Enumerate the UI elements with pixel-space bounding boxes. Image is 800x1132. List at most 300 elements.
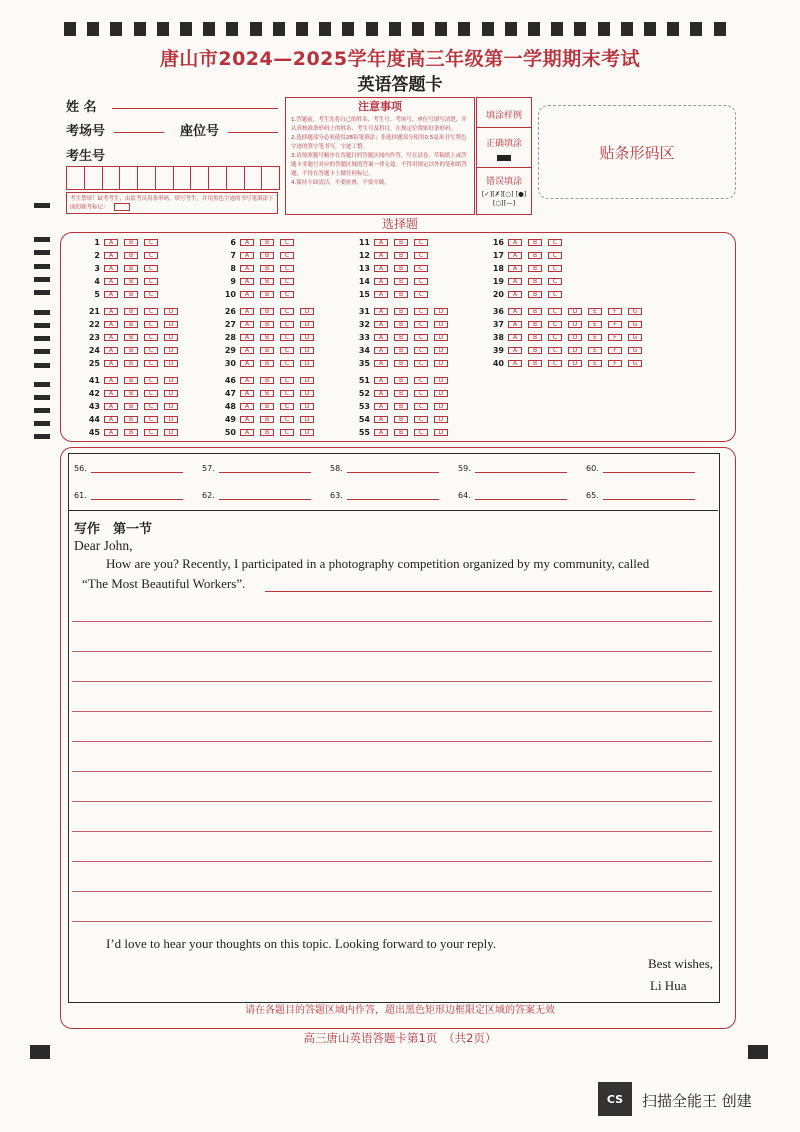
question-number: 51 — [358, 375, 370, 385]
option-bubble-d[interactable]: D — [434, 347, 448, 354]
option-bubble-b[interactable]: B — [394, 334, 408, 341]
option-bubble-c[interactable]: C — [414, 347, 428, 354]
option-bubble-b[interactable]: B — [260, 291, 274, 298]
option-bubble-b[interactable]: B — [260, 429, 274, 436]
option-bubble-c[interactable]: C — [414, 429, 428, 436]
correct-fill-label: 正确填涂 — [485, 139, 522, 149]
option-bubble-b[interactable]: B — [260, 239, 274, 246]
option-bubble-e[interactable]: E — [588, 347, 602, 354]
option-bubble-b[interactable]: B — [124, 377, 138, 384]
option-bubble-d[interactable]: D — [300, 360, 314, 367]
option-bubble-c[interactable]: C — [414, 416, 428, 423]
option-bubble-a[interactable]: A — [240, 403, 254, 410]
option-bubble-b[interactable]: B — [394, 252, 408, 259]
timing-mark — [690, 22, 702, 36]
writing-line[interactable] — [72, 861, 712, 862]
question-number: 17 — [492, 250, 504, 260]
option-bubble-c[interactable]: C — [280, 291, 294, 298]
option-bubble-e[interactable]: E — [588, 360, 602, 367]
option-bubble-b[interactable]: B — [124, 278, 138, 285]
correct-fill-sample — [497, 155, 511, 161]
option-bubble-c[interactable]: C — [144, 347, 158, 354]
question-number: 33 — [358, 332, 370, 342]
option-bubble-a[interactable]: A — [104, 265, 118, 272]
option-bubble-d[interactable]: D — [568, 321, 582, 328]
option-bubble-a[interactable]: A — [104, 291, 118, 298]
option-bubble-b[interactable]: B — [260, 403, 274, 410]
option-bubble-b[interactable]: B — [528, 360, 542, 367]
option-bubble-a[interactable]: A — [104, 377, 118, 384]
option-bubble-g[interactable]: G — [628, 308, 642, 315]
option-bubble-a[interactable]: A — [240, 291, 254, 298]
option-bubble-f[interactable]: F — [608, 308, 622, 315]
option-bubble-a[interactable]: A — [240, 390, 254, 397]
option-bubble-b[interactable]: B — [394, 347, 408, 354]
option-bubble-c[interactable]: C — [144, 252, 158, 259]
option-bubble-c[interactable]: C — [548, 321, 562, 328]
question-number: 50 — [224, 427, 236, 437]
option-bubble-a[interactable]: A — [374, 265, 388, 272]
option-bubble-a[interactable]: A — [240, 239, 254, 246]
option-bubble-a[interactable]: A — [104, 308, 118, 315]
option-bubble-a[interactable]: A — [508, 291, 522, 298]
option-bubble-a[interactable]: A — [104, 321, 118, 328]
option-bubble-c[interactable]: C — [414, 403, 428, 410]
option-bubble-g[interactable]: G — [628, 347, 642, 354]
option-bubble-b[interactable]: B — [260, 252, 274, 259]
blank-line[interactable] — [475, 471, 567, 473]
option-bubble-d[interactable]: D — [300, 334, 314, 341]
option-bubble-c[interactable]: C — [280, 278, 294, 285]
option-bubble-a[interactable]: A — [240, 416, 254, 423]
question-row — [218, 345, 320, 355]
option-bubble-a[interactable]: A — [104, 416, 118, 423]
option-bubble-a[interactable]: A — [374, 347, 388, 354]
option-bubble-b[interactable]: B — [124, 308, 138, 315]
option-bubble-b[interactable]: B — [124, 265, 138, 272]
option-bubble-f[interactable]: F — [608, 347, 622, 354]
scanner-watermark: 扫描全能王 创建 — [642, 1092, 752, 1110]
option-bubble-c[interactable]: C — [414, 321, 428, 328]
option-bubble-c[interactable]: C — [280, 347, 294, 354]
option-bubble-c[interactable]: C — [414, 377, 428, 384]
question-row — [486, 332, 648, 342]
option-bubble-a[interactable]: A — [104, 334, 118, 341]
room-label: 考场号 — [66, 124, 106, 139]
option-bubble-d[interactable]: D — [164, 334, 178, 341]
question-row — [218, 375, 320, 385]
option-bubble-a[interactable]: A — [508, 265, 522, 272]
option-bubble-a[interactable]: A — [240, 252, 254, 259]
question-number: 28 — [224, 332, 236, 342]
option-bubble-d[interactable]: D — [434, 360, 448, 367]
writing-line[interactable] — [72, 831, 712, 832]
option-bubble-c[interactable]: C — [548, 334, 562, 341]
question-number: 9 — [230, 276, 236, 286]
question-number: 3 — [94, 263, 100, 273]
writing-line[interactable] — [72, 891, 712, 892]
option-bubble-c[interactable]: C — [414, 265, 428, 272]
option-bubble-c[interactable]: C — [144, 429, 158, 436]
option-bubble-d[interactable]: D — [300, 403, 314, 410]
option-bubble-c[interactable]: C — [280, 377, 294, 384]
blank-answer[interactable] — [586, 464, 695, 473]
option-bubble-b[interactable]: B — [394, 390, 408, 397]
blank-answer[interactable] — [458, 464, 567, 473]
option-bubble-c[interactable]: C — [280, 360, 294, 367]
blank-line[interactable] — [475, 498, 567, 500]
option-bubble-a[interactable]: A — [374, 291, 388, 298]
option-bubble-g[interactable]: G — [628, 321, 642, 328]
option-bubble-d[interactable]: D — [164, 429, 178, 436]
option-bubble-b[interactable]: B — [124, 321, 138, 328]
option-bubble-a[interactable]: A — [374, 390, 388, 397]
question-row — [218, 319, 320, 329]
blank-number: 63. — [330, 491, 343, 500]
option-bubble-c[interactable]: C — [414, 308, 428, 315]
timing-mark — [574, 22, 586, 36]
option-bubble-a[interactable]: A — [104, 278, 118, 285]
option-bubble-d[interactable]: D — [164, 416, 178, 423]
blank-answer[interactable] — [586, 491, 695, 500]
option-bubble-d[interactable]: D — [568, 360, 582, 367]
question-row — [82, 401, 184, 411]
question-row — [218, 358, 320, 368]
question-number: 20 — [492, 289, 504, 299]
option-bubble-b[interactable]: B — [528, 291, 542, 298]
option-bubble-c[interactable]: C — [280, 252, 294, 259]
option-bubble-c[interactable]: C — [144, 377, 158, 384]
option-bubble-a[interactable]: A — [508, 321, 522, 328]
question-number: 23 — [88, 332, 100, 342]
question-row — [486, 358, 648, 368]
option-bubble-d[interactable]: D — [300, 347, 314, 354]
question-number: 36 — [492, 306, 504, 316]
option-bubble-b[interactable]: B — [394, 291, 408, 298]
option-bubble-a[interactable]: A — [240, 377, 254, 384]
option-bubble-b[interactable]: B — [394, 308, 408, 315]
room-field[interactable] — [114, 132, 164, 133]
blank-line[interactable] — [347, 498, 439, 500]
option-bubble-a[interactable]: A — [240, 360, 254, 367]
option-bubble-c[interactable]: C — [548, 347, 562, 354]
timing-mark — [342, 22, 354, 36]
option-bubble-b[interactable]: B — [124, 334, 138, 341]
option-bubble-b[interactable]: B — [394, 360, 408, 367]
option-bubble-b[interactable]: B — [260, 321, 274, 328]
option-bubble-b[interactable]: B — [260, 347, 274, 354]
option-bubble-c[interactable]: C — [414, 291, 428, 298]
option-bubble-b[interactable]: B — [260, 360, 274, 367]
question-row — [352, 345, 454, 355]
option-bubble-c[interactable]: C — [144, 239, 158, 246]
option-bubble-d[interactable]: D — [434, 403, 448, 410]
blank-answer[interactable] — [330, 491, 439, 500]
option-bubble-c[interactable]: C — [144, 265, 158, 272]
option-bubble-d[interactable]: D — [434, 308, 448, 315]
option-bubble-a[interactable]: A — [104, 403, 118, 410]
question-row — [82, 319, 184, 329]
option-bubble-a[interactable]: A — [508, 239, 522, 246]
timing-mark — [366, 22, 378, 36]
option-bubble-c[interactable]: C — [280, 416, 294, 423]
option-bubble-b[interactable]: B — [260, 278, 274, 285]
writing-line[interactable] — [72, 801, 712, 802]
option-bubble-b[interactable]: B — [394, 403, 408, 410]
option-bubble-b[interactable]: B — [528, 265, 542, 272]
option-bubble-c[interactable]: C — [144, 390, 158, 397]
question-number: 26 — [224, 306, 236, 316]
blank-answer[interactable] — [202, 491, 311, 500]
writing-line[interactable] — [72, 741, 712, 742]
name-field[interactable] — [112, 108, 278, 109]
writing-line[interactable] — [72, 921, 712, 922]
option-bubble-a[interactable]: A — [374, 321, 388, 328]
blank-answer[interactable] — [74, 491, 183, 500]
timing-mark — [34, 349, 50, 354]
option-bubble-d[interactable]: D — [568, 334, 582, 341]
option-bubble-b[interactable]: B — [260, 377, 274, 384]
option-bubble-d[interactable]: D — [434, 334, 448, 341]
option-bubble-a[interactable]: A — [104, 252, 118, 259]
option-bubble-b[interactable]: B — [394, 429, 408, 436]
option-bubble-b[interactable]: B — [260, 334, 274, 341]
option-bubble-c[interactable]: C — [144, 278, 158, 285]
blank-answer[interactable] — [202, 464, 311, 473]
option-bubble-c[interactable]: C — [414, 252, 428, 259]
question-row — [82, 263, 164, 273]
blank-answer[interactable] — [330, 464, 439, 473]
option-bubble-d[interactable]: D — [568, 347, 582, 354]
option-bubble-c[interactable]: C — [414, 360, 428, 367]
option-bubble-c[interactable]: C — [144, 360, 158, 367]
option-bubble-b[interactable]: B — [394, 278, 408, 285]
option-bubble-a[interactable]: A — [374, 239, 388, 246]
option-bubble-b[interactable]: B — [260, 265, 274, 272]
writing-line-first[interactable] — [265, 591, 712, 592]
seat-field[interactable] — [228, 132, 278, 133]
option-bubble-b[interactable]: B — [124, 390, 138, 397]
question-row — [352, 306, 454, 316]
option-bubble-a[interactable]: A — [374, 416, 388, 423]
option-bubble-a[interactable]: A — [374, 360, 388, 367]
option-bubble-a[interactable]: A — [240, 321, 254, 328]
blank-answer[interactable] — [74, 464, 183, 473]
question-row — [352, 358, 454, 368]
writing-line[interactable] — [72, 771, 712, 772]
option-bubble-c[interactable]: C — [548, 278, 562, 285]
option-bubble-c[interactable]: C — [414, 390, 428, 397]
option-bubble-b[interactable]: B — [124, 252, 138, 259]
option-bubble-a[interactable]: A — [240, 265, 254, 272]
option-bubble-c[interactable]: C — [280, 308, 294, 315]
option-bubble-c[interactable]: C — [280, 403, 294, 410]
option-bubble-d[interactable]: D — [300, 416, 314, 423]
option-bubble-a[interactable]: A — [240, 347, 254, 354]
option-bubble-b[interactable]: B — [394, 265, 408, 272]
option-bubble-a[interactable]: A — [104, 360, 118, 367]
option-bubble-a[interactable]: A — [508, 308, 522, 315]
blank-line[interactable] — [91, 498, 183, 500]
option-bubble-a[interactable]: A — [104, 390, 118, 397]
barcode-area — [538, 105, 736, 199]
option-bubble-b[interactable]: B — [394, 377, 408, 384]
option-bubble-d[interactable]: D — [164, 377, 178, 384]
option-bubble-a[interactable]: A — [508, 360, 522, 367]
option-bubble-d[interactable]: D — [164, 403, 178, 410]
option-bubble-c[interactable]: C — [548, 265, 562, 272]
option-bubble-b[interactable]: B — [124, 239, 138, 246]
option-bubble-c[interactable]: C — [144, 416, 158, 423]
timing-mark — [296, 22, 308, 36]
question-number: 8 — [230, 263, 236, 273]
option-bubble-a[interactable]: A — [240, 278, 254, 285]
option-bubble-b[interactable]: B — [260, 390, 274, 397]
option-bubble-c[interactable]: C — [414, 239, 428, 246]
blank-answer[interactable] — [458, 491, 567, 500]
option-bubble-d[interactable]: D — [164, 308, 178, 315]
option-bubble-a[interactable]: A — [508, 278, 522, 285]
question-row — [82, 358, 184, 368]
option-bubble-b[interactable]: B — [124, 291, 138, 298]
option-bubble-a[interactable]: A — [374, 252, 388, 259]
question-number: 34 — [358, 345, 370, 355]
option-bubble-d[interactable]: D — [300, 321, 314, 328]
option-bubble-a[interactable]: A — [508, 252, 522, 259]
option-bubble-b[interactable]: B — [528, 321, 542, 328]
option-bubble-e[interactable]: E — [588, 334, 602, 341]
option-bubble-c[interactable]: C — [548, 308, 562, 315]
student-id-boxes[interactable] — [66, 166, 280, 190]
option-bubble-c[interactable]: C — [144, 403, 158, 410]
option-bubble-b[interactable]: B — [124, 360, 138, 367]
option-bubble-d[interactable]: D — [434, 416, 448, 423]
option-bubble-d[interactable]: D — [300, 390, 314, 397]
option-bubble-b[interactable]: B — [124, 347, 138, 354]
option-bubble-a[interactable]: A — [104, 239, 118, 246]
timing-mark — [34, 336, 50, 341]
option-bubble-c[interactable]: C — [280, 321, 294, 328]
option-bubble-b[interactable]: B — [528, 252, 542, 259]
option-bubble-d[interactable]: D — [434, 390, 448, 397]
option-bubble-d[interactable]: D — [164, 360, 178, 367]
option-bubble-d[interactable]: D — [300, 308, 314, 315]
option-bubble-b[interactable]: B — [260, 416, 274, 423]
option-bubble-b[interactable]: B — [124, 403, 138, 410]
option-bubble-a[interactable]: A — [374, 429, 388, 436]
option-bubble-d[interactable]: D — [568, 308, 582, 315]
blank-line[interactable] — [91, 471, 183, 473]
option-bubble-a[interactable]: A — [374, 334, 388, 341]
question-number: 15 — [358, 289, 370, 299]
option-bubble-d[interactable]: D — [164, 347, 178, 354]
option-bubble-b[interactable]: B — [394, 321, 408, 328]
option-bubble-a[interactable]: A — [240, 429, 254, 436]
option-bubble-a[interactable]: A — [240, 308, 254, 315]
option-bubble-d[interactable]: D — [434, 321, 448, 328]
option-bubble-c[interactable]: C — [548, 360, 562, 367]
blank-line[interactable] — [219, 471, 311, 473]
absence-mark-box[interactable] — [114, 203, 130, 211]
option-bubble-g[interactable]: G — [628, 360, 642, 367]
blank-line[interactable] — [603, 498, 695, 500]
option-bubble-e[interactable]: E — [588, 321, 602, 328]
option-bubble-d[interactable]: D — [164, 321, 178, 328]
option-bubble-a[interactable]: A — [374, 403, 388, 410]
option-bubble-b[interactable]: B — [124, 416, 138, 423]
option-bubble-c[interactable]: C — [280, 429, 294, 436]
timing-mark — [435, 22, 447, 36]
option-bubble-f[interactable]: F — [608, 360, 622, 367]
writing-line[interactable] — [72, 681, 712, 682]
option-bubble-b[interactable]: B — [260, 308, 274, 315]
option-bubble-c[interactable]: C — [280, 239, 294, 246]
option-bubble-a[interactable]: A — [104, 347, 118, 354]
blank-line[interactable] — [219, 498, 311, 500]
option-bubble-c[interactable]: C — [280, 334, 294, 341]
writing-line[interactable] — [72, 651, 712, 652]
option-bubble-b[interactable]: B — [528, 347, 542, 354]
option-bubble-c[interactable]: C — [280, 390, 294, 397]
blank-line[interactable] — [347, 471, 439, 473]
question-number: 41 — [88, 375, 100, 385]
option-bubble-f[interactable]: F — [608, 321, 622, 328]
option-bubble-d[interactable]: D — [434, 429, 448, 436]
option-bubble-b[interactable]: B — [394, 416, 408, 423]
option-bubble-c[interactable]: C — [144, 308, 158, 315]
option-bubble-c[interactable]: C — [144, 334, 158, 341]
option-bubble-a[interactable]: A — [374, 308, 388, 315]
blank-line[interactable] — [603, 471, 695, 473]
option-bubble-a[interactable]: A — [508, 347, 522, 354]
option-bubble-a[interactable]: A — [374, 377, 388, 384]
option-bubble-b[interactable]: B — [124, 429, 138, 436]
option-bubble-a[interactable]: A — [508, 334, 522, 341]
option-bubble-c[interactable]: C — [280, 265, 294, 272]
option-bubble-b[interactable]: B — [528, 308, 542, 315]
option-bubble-e[interactable]: E — [588, 308, 602, 315]
writing-line[interactable] — [72, 621, 712, 622]
option-bubble-g[interactable]: G — [628, 334, 642, 341]
option-bubble-b[interactable]: B — [528, 239, 542, 246]
option-bubble-d[interactable]: D — [300, 377, 314, 384]
option-bubble-c[interactable]: C — [548, 291, 562, 298]
option-bubble-d[interactable]: D — [300, 429, 314, 436]
option-bubble-a[interactable]: A — [240, 334, 254, 341]
option-bubble-c[interactable]: C — [144, 321, 158, 328]
timing-mark — [34, 264, 50, 269]
writing-line[interactable] — [72, 711, 712, 712]
option-bubble-d[interactable]: D — [434, 377, 448, 384]
question-number: 44 — [88, 414, 100, 424]
option-bubble-c[interactable]: C — [548, 252, 562, 259]
option-bubble-d[interactable]: D — [164, 390, 178, 397]
option-bubble-b[interactable]: B — [528, 334, 542, 341]
option-bubble-c[interactable]: C — [414, 278, 428, 285]
option-bubble-f[interactable]: F — [608, 334, 622, 341]
option-bubble-a[interactable]: A — [374, 278, 388, 285]
question-row — [82, 306, 184, 316]
option-bubble-c[interactable]: C — [414, 334, 428, 341]
option-bubble-c[interactable]: C — [548, 239, 562, 246]
notice-line: 3.请按照题号顺序在各题目的答题区域内作答，写在试卷、草稿纸上或答题卡非题号对应的答题区域的答案一律无效。不得用规定以外的笔和纸答题，不得在答题卡上做任何标记。 — [291, 153, 468, 177]
option-bubble-c[interactable]: C — [144, 291, 158, 298]
option-bubble-a[interactable]: A — [104, 429, 118, 436]
option-bubble-b[interactable]: B — [528, 278, 542, 285]
option-bubble-b[interactable]: B — [394, 239, 408, 246]
question-row — [486, 237, 568, 247]
question-row — [352, 276, 434, 286]
